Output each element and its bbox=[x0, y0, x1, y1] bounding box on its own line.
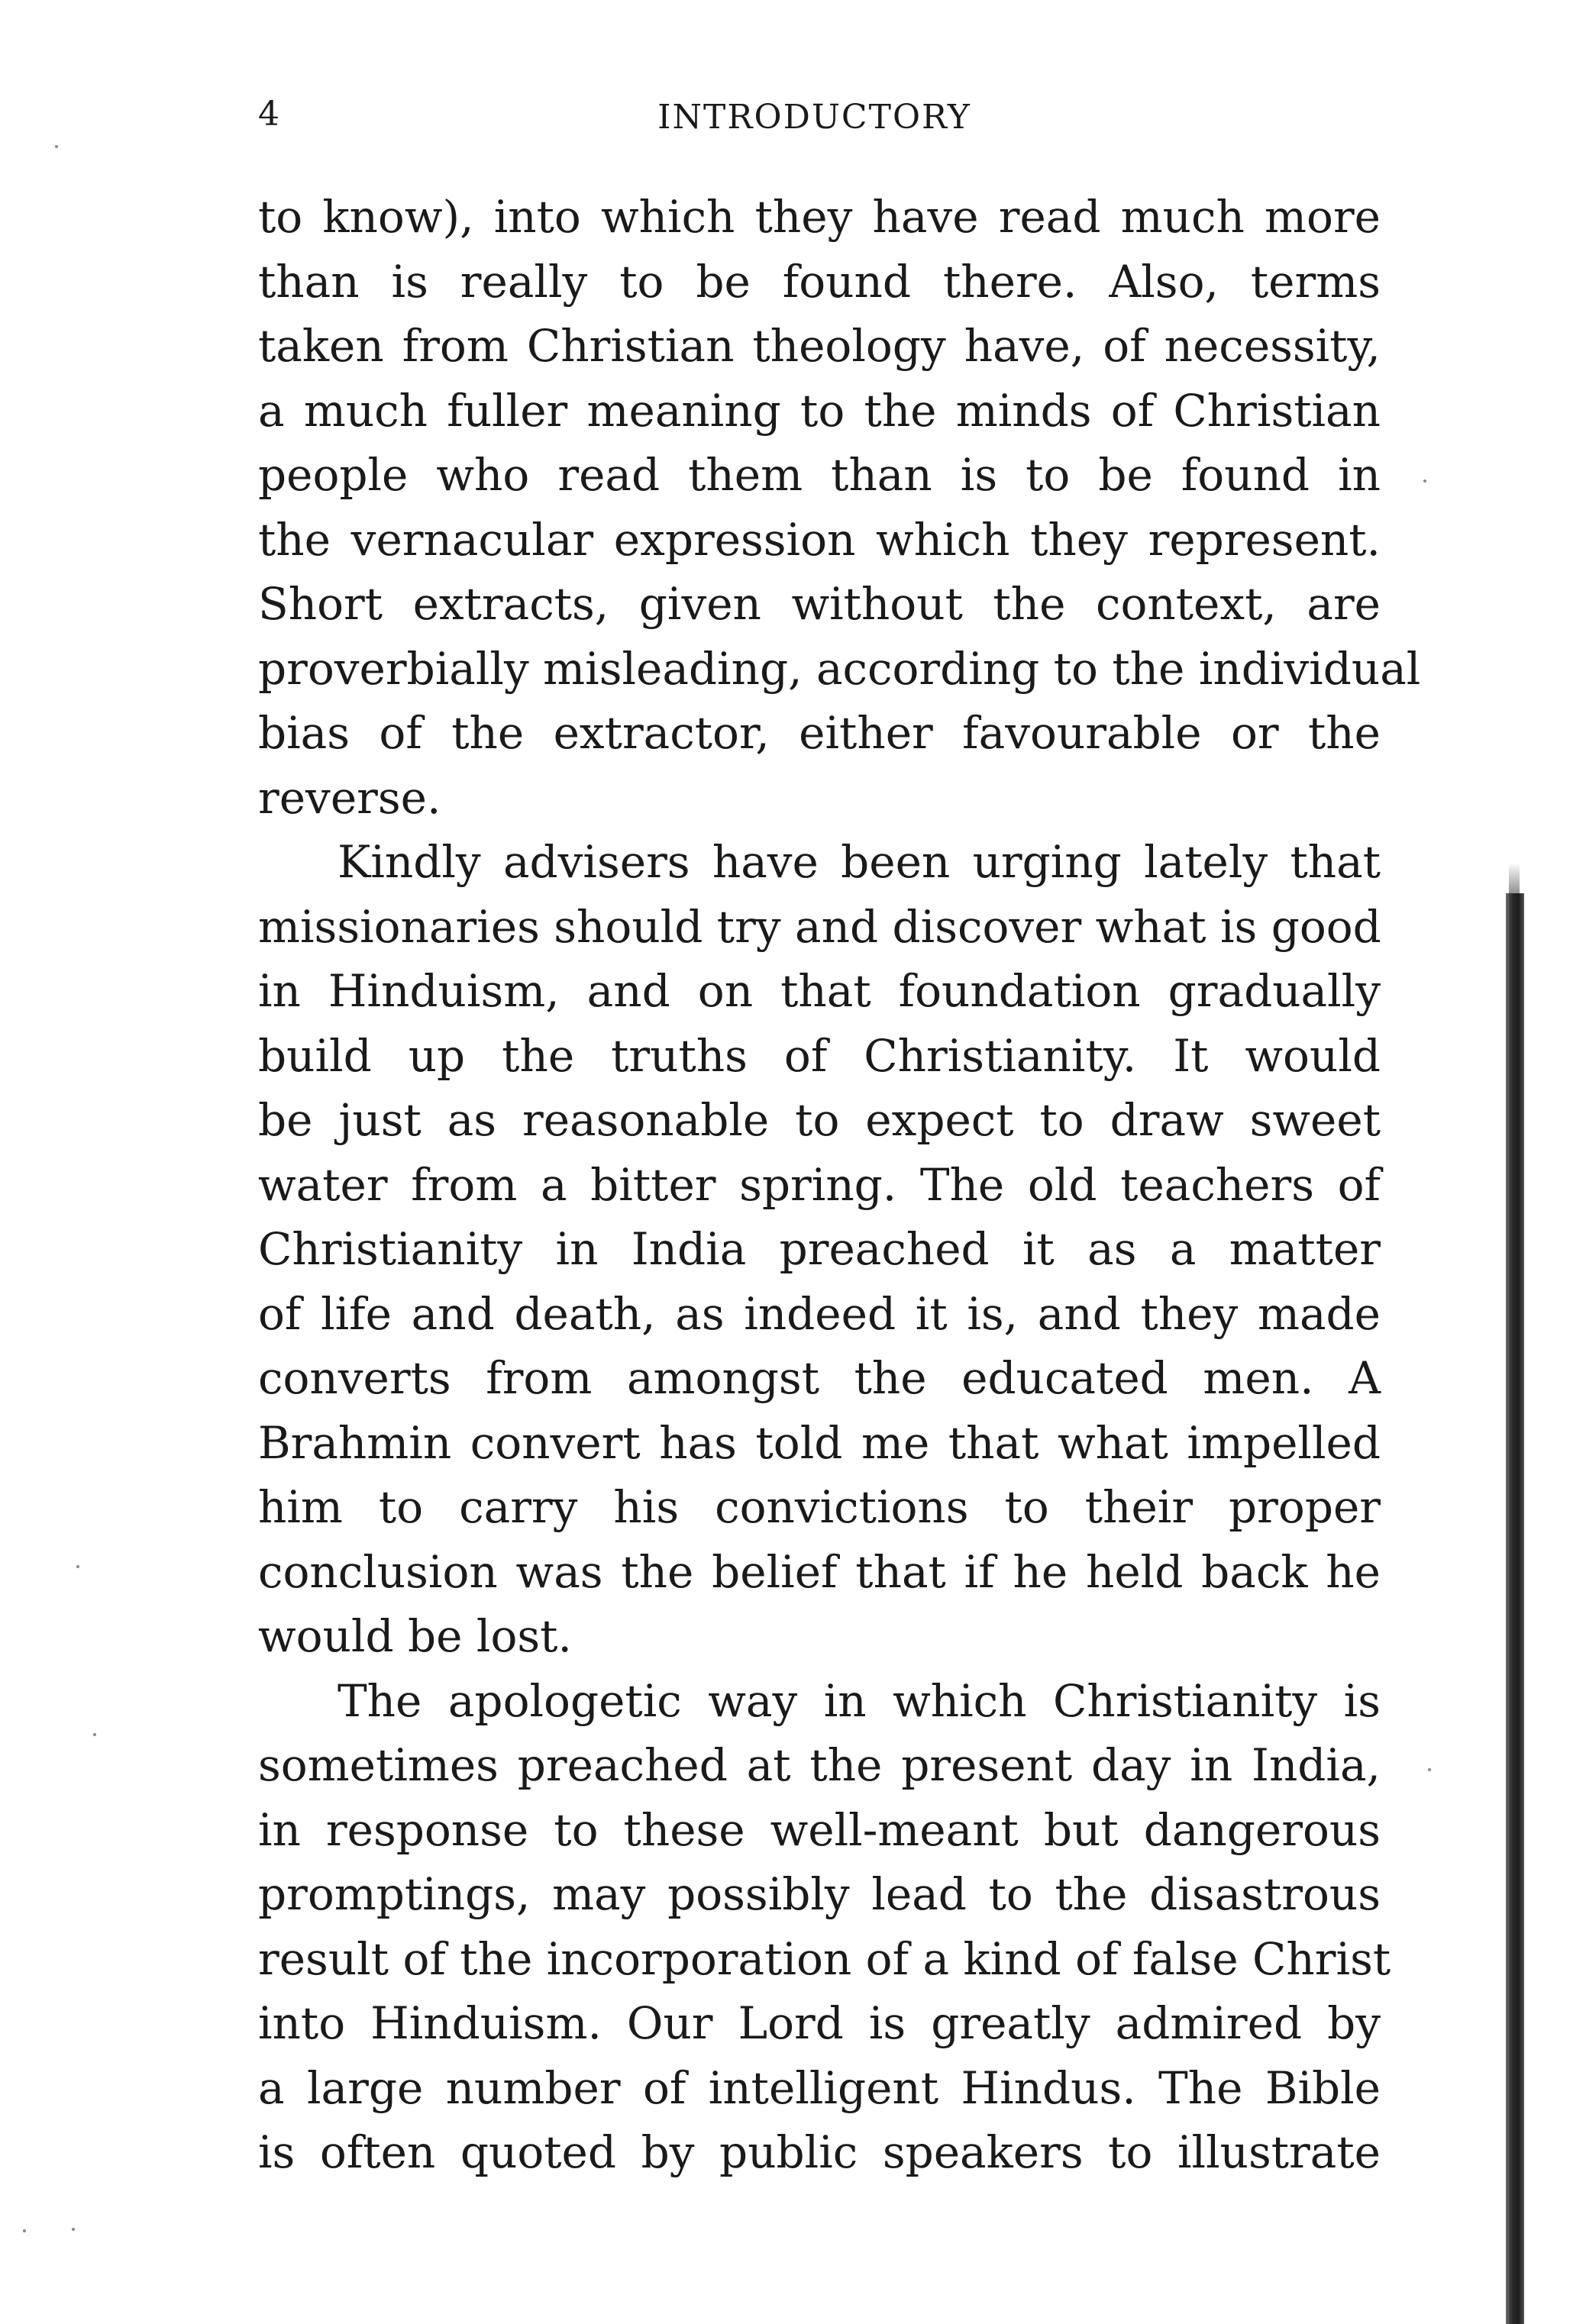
text-line: a large number of intelligent Hindus. The Bible bbox=[258, 2061, 1381, 2114]
text-line: taken from Christian theology have, of necessity, bbox=[258, 320, 1381, 372]
text-line: in Hinduism, and on that foundation gradually bbox=[258, 965, 1381, 1017]
running-head: INTRODUCTORY bbox=[657, 98, 971, 137]
body-text bbox=[258, 185, 1421, 2185]
text-line: Short extracts, given without the context, are bbox=[258, 578, 1381, 630]
page-number: 4 bbox=[258, 95, 279, 134]
text-line: a much fuller meaning to the minds of Christian bbox=[258, 384, 1381, 437]
text-line: would be lost. bbox=[258, 1610, 572, 1662]
paper-speck bbox=[1428, 1768, 1431, 1771]
paper-speck bbox=[1423, 479, 1426, 483]
text-line: reverse. bbox=[258, 771, 441, 824]
text-line: promptings, may possibly lead to the disastrous bbox=[258, 1868, 1381, 1920]
paper-speck bbox=[76, 1565, 79, 1568]
text-line: sometimes preached at the present day in India, bbox=[258, 1739, 1381, 1791]
text-line: proverbially misleading, according to the individual bbox=[258, 642, 1421, 695]
text-line: into Hinduism. Our Lord is greatly admired by bbox=[258, 1997, 1381, 2049]
paper-speck bbox=[93, 1733, 96, 1736]
text-line: of life and death, as indeed it is, and they made bbox=[258, 1287, 1381, 1340]
text-line: Kindly advisers have been urging lately that bbox=[338, 836, 1381, 888]
text-line: converts from amongst the educated men. A bbox=[258, 1352, 1381, 1404]
text-line: people who read them than is to be found in bbox=[258, 449, 1381, 501]
text-line: water from a bitter spring. The old teachers of bbox=[258, 1158, 1381, 1211]
text-line: The apologetic way in which Christianity is bbox=[338, 1674, 1381, 1727]
text-line: be just as reasonable to expect to draw sweet bbox=[258, 1094, 1381, 1146]
text-line: Brahmin convert has told me that what impelled bbox=[258, 1416, 1381, 1469]
binding-edge bbox=[1506, 893, 1524, 2324]
text-line: conclusion was the belief that if he held back he bbox=[258, 1545, 1381, 1598]
text-line: bias of the extractor, either favourable or the bbox=[258, 707, 1381, 759]
paper-speck bbox=[72, 2228, 75, 2231]
text-line: than is really to be found there. Also, terms bbox=[258, 255, 1381, 308]
paper-speck bbox=[55, 145, 58, 148]
text-line: build up the truths of Christianity. It would bbox=[258, 1029, 1381, 1082]
text-line: Christianity in India preached it as a matter bbox=[258, 1223, 1381, 1275]
text-line: is often quoted by public speakers to illustrate bbox=[258, 2126, 1381, 2178]
text-line: him to carry his convictions to their proper bbox=[258, 1481, 1381, 1533]
text-line: in response to these well-meant but dangerous bbox=[258, 1803, 1381, 1856]
text-line: result of the incorporation of a kind of false Christ bbox=[258, 1932, 1391, 1985]
text-line: the vernacular expression which they represent. bbox=[258, 513, 1381, 566]
paper-speck bbox=[23, 2229, 26, 2232]
text-line: missionaries should try and discover what is good bbox=[258, 900, 1381, 953]
text-line: to know), into which they have read much more bbox=[258, 191, 1381, 243]
